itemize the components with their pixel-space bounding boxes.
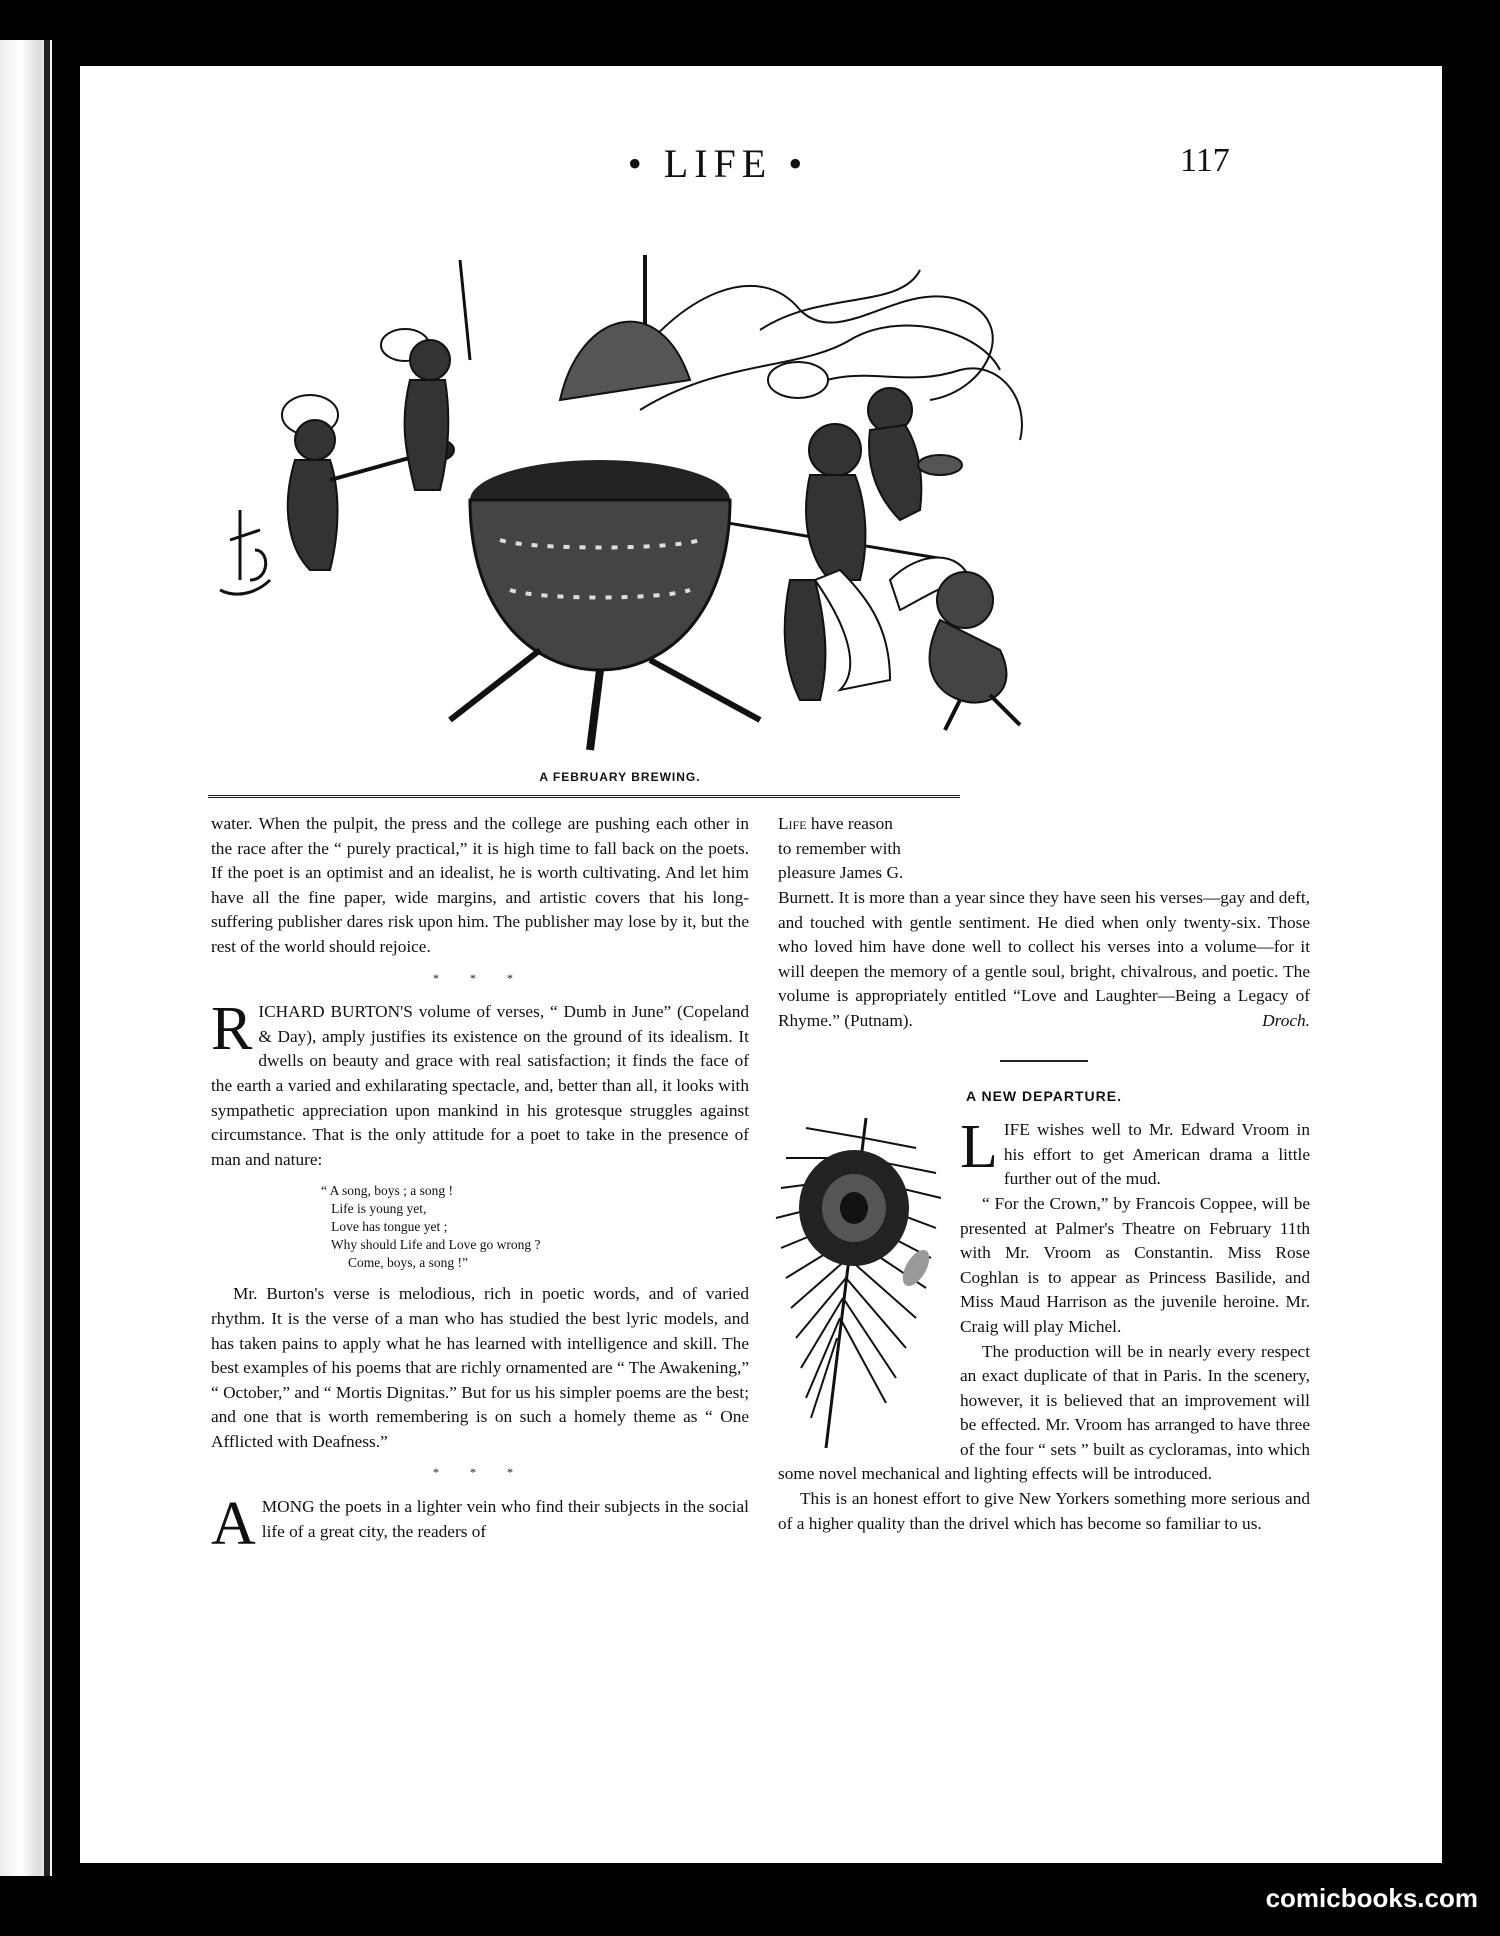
lead-in-caps: ICHARD BURTON'S — [258, 1002, 413, 1022]
left-column — [211, 812, 749, 1559]
paragraph: “ For the Crown,” by Francois Coppee, will be presented at Palmer's Theatre on February 11th with Mr. Vroom as Constantin. Miss Rose Coghlan is to appear as Princess Basilide, and Miss Maud Harrison as the juvenile heroine. Mr. Craig will play Michel. — [960, 1193, 1310, 1336]
poem-line: Come, boys, a song !” — [321, 1255, 468, 1271]
masthead: • LIFE • — [627, 141, 809, 186]
peacock-feather-icon — [766, 1118, 956, 1448]
signature: Droch. — [1262, 1010, 1310, 1030]
paragraph-text: the poets in a lighter vein who find their subjects in the social life of a great city, the readers of — [261, 1497, 749, 1541]
paragraph-text: volume of verses, “ Dumb in June” (Copeland & Day), amply justifies its existence on the ground of its idealism. It dwells on beauty and grace with real satisfaction; it finds the face of the earth a varied and exhilarating spectacle, and, better than all, it looks with sympathetic appreciation upon mankind in his grotesque struggles against circumstance. That is the only attitude for a poet to take in the presence of man and nature: — [211, 1002, 749, 1169]
section-divider-stars: * * * — [433, 1465, 527, 1480]
poem-line: Why should Life and Love go wrong ? — [321, 1237, 541, 1253]
drop-cap: L — [960, 1113, 998, 1182]
poem-line: Love has tongue yet ; — [321, 1219, 448, 1235]
poem-quote — [321, 1182, 749, 1272]
paragraph: This is an honest effort to give New Yorkers something more serious and of a higher quality than the drivel which has become so familiar to us. — [778, 1489, 1310, 1533]
paragraph-text: wishes well to Mr. Edward Vroom in his effort to get American drama a little further out of the mud. — [1003, 1120, 1310, 1189]
drop-cap: A — [211, 1490, 256, 1559]
poem-line: Life is young yet, — [321, 1201, 427, 1217]
lead-in-caps: IFE — [1003, 1120, 1030, 1140]
paragraph-text: Burnett. It is more than a year since they have seen his verses—gay and deft, and touched with gentle sentiment. He died when only twenty-six. Those who loved him have done well to collect his verses into a volume—for it will deepen the memory of a gentle soul, bright, chivalrous, and poetic. The volume is appropriately entitled “Love and Laughter—Being a Legacy of Rhyme.” (Putnam). — [778, 888, 1310, 1030]
line-text: have reason — [806, 814, 893, 833]
continued-line — [778, 812, 1308, 837]
lighter-vein-paragraph — [211, 1490, 749, 1559]
artist-monogram-icon — [220, 510, 270, 594]
section-title: A NEW DEPARTURE. — [966, 1087, 1122, 1104]
illustration-caption: A FEBRUARY BREWING. — [539, 770, 701, 784]
section-rule — [1000, 1060, 1088, 1062]
continued-line: pleasure James G. — [778, 863, 904, 883]
caption-rule — [208, 795, 960, 798]
poem-line: “ A song, boys ; a song ! — [321, 1183, 454, 1199]
burton-review-paragraph — [211, 995, 749, 1172]
burnett-paragraph — [778, 886, 1310, 1034]
cherub-with-ladle-icon — [381, 260, 470, 490]
paragraph: The production will be in nearly every respect an exact duplicate of that in Paris. In the scenery, however, it is believed that an improvement will be effected. Mr. Vroom has arranged to have three of the four “ sets ” built as cycloramas, into which some novel mechanical and lighting effects will be introduced. — [778, 1341, 1310, 1484]
page-number: 117 — [1180, 142, 1230, 179]
paragraph: water. When the pulpit, the press and the college are pushing each other in the race after the “ purely practical,” it is high time to fall back on the poets. If the poet is an optimist and an idealist, he is worth cultivating. And let him have all the fine paper, wide margins, and artistic covers that his long-suffering publisher dares risk upon him. The publisher may lose by it, but the rest of the world should rejoice. — [211, 814, 749, 956]
life-name: Life — [778, 814, 807, 833]
binding-spine — [44, 40, 50, 1876]
paragraph: Mr. Burton's verse is melodious, rich in poetic words, and of varied rhythm. It is the verse of a man who has studied the best lyric models, and has taken pains to apply what he has learned with intelligence and skill. The best examples of his poems that are richly ornamented are “ The Awakening,” “ October,” and “ Mortis Dignitas.” But for us his simpler poems are the best; and one that is worth remembering is on such a homely theme as “ One Afflicted with Deafness.” — [211, 1284, 749, 1451]
cauldron-icon — [450, 460, 760, 750]
right-column — [778, 886, 1310, 1536]
lead-in-caps: MONG — [261, 1497, 315, 1517]
drop-cap: R — [211, 995, 253, 1064]
section-divider-stars: * * * — [433, 970, 527, 985]
source-watermark: comicbooks.com — [1265, 1883, 1478, 1913]
right-column-continuation — [778, 812, 1308, 886]
flying-cupid-icon — [890, 558, 1020, 731]
continued-line: to remember with — [778, 838, 901, 858]
